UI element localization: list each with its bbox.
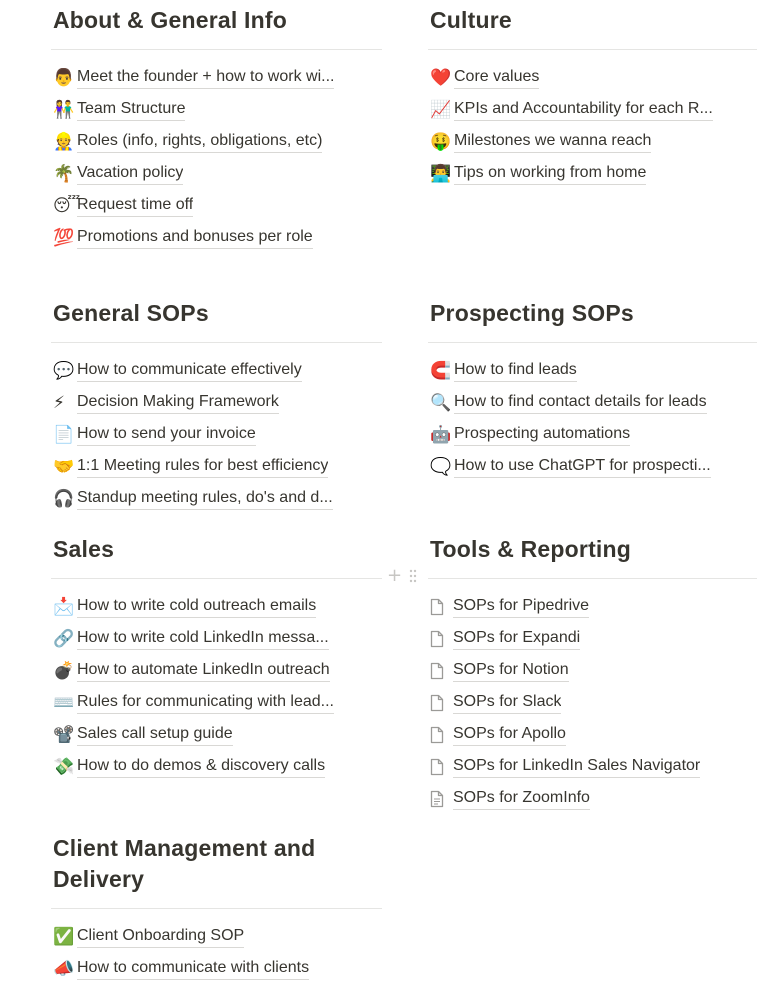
page-link[interactable] — [52, 126, 382, 158]
speech-balloon-emoji-icon: 🗨️ — [430, 457, 452, 476]
page-link-label[interactable]: How to write cold LinkedIn messa... — [77, 628, 329, 650]
page-link-label[interactable]: SOPs for Apollo — [453, 724, 566, 746]
link-list-about — [52, 62, 382, 254]
check-mark-emoji-icon: ✅ — [53, 927, 75, 946]
page-icon — [429, 597, 453, 617]
divider — [428, 49, 757, 50]
link-list-tools — [429, 591, 759, 815]
page-link[interactable] — [429, 387, 759, 419]
section-tools-reporting — [429, 534, 759, 815]
page-icon — [429, 661, 453, 681]
page-link-label[interactable]: Roles (info, rights, obligations, etc) — [77, 131, 322, 153]
page-link-label[interactable]: Milestones we wanna reach — [454, 131, 651, 153]
page-link-label[interactable]: How to automate LinkedIn outreach — [77, 660, 330, 682]
chart-increasing-emoji-icon: 📈 — [430, 100, 452, 119]
page-link-label[interactable]: Team Structure — [77, 99, 185, 121]
page-link-label[interactable]: SOPs for LinkedIn Sales Navigator — [453, 756, 700, 778]
page-link[interactable] — [429, 451, 759, 483]
page-link-label[interactable]: How to use ChatGPT for prospecti... — [454, 456, 711, 478]
speech-bubble-emoji-icon: 💬 — [53, 361, 75, 380]
page-link-label[interactable]: How to do demos & discovery calls — [77, 756, 325, 778]
section-title-culture: Culture — [430, 7, 512, 33]
page-link-label[interactable]: How to communicate effectively — [77, 360, 302, 382]
page-link-label[interactable]: Vacation policy — [77, 163, 183, 185]
link-emoji-icon: 🔗 — [53, 629, 75, 648]
page-link[interactable] — [52, 953, 382, 985]
section-title-about: About & General Info — [53, 7, 287, 33]
page-link[interactable] — [52, 751, 382, 783]
page-link-label[interactable]: SOPs for Pipedrive — [453, 596, 589, 618]
page-link[interactable] — [52, 222, 382, 254]
page-link[interactable] — [429, 355, 759, 387]
heart-emoji-icon: ❤️ — [430, 68, 452, 87]
page-link[interactable] — [52, 94, 382, 126]
section-sales — [52, 534, 382, 783]
page-link[interactable] — [429, 687, 759, 719]
page-link[interactable] — [429, 158, 759, 190]
section-title-prospecting-sops: Prospecting SOPs — [430, 300, 634, 326]
sleeping-face-emoji-icon: 😴 — [53, 196, 81, 215]
page-link[interactable] — [52, 655, 382, 687]
page-link-label[interactable]: 1:1 Meeting rules for best efficiency — [77, 456, 328, 478]
section-prospecting-sops — [429, 298, 759, 483]
page-link[interactable] — [52, 591, 382, 623]
section-culture — [429, 5, 759, 190]
section-title-client-management: Client Management and Delivery — [53, 835, 316, 892]
page-link-label[interactable]: How to send your invoice — [77, 424, 256, 446]
page-link-label[interactable]: Sales call setup guide — [77, 724, 233, 746]
page-link[interactable] — [52, 687, 382, 719]
section-title-general-sops: General SOPs — [53, 300, 209, 326]
link-list-prospecting-sops — [429, 355, 759, 483]
page-link[interactable] — [429, 751, 759, 783]
page-link-label[interactable]: Tips on working from home — [454, 163, 646, 185]
divider — [51, 908, 382, 909]
headphones-emoji-icon: 🎧 — [53, 489, 75, 508]
page-link-label[interactable]: Prospecting automations — [454, 424, 630, 446]
section-title-tools-reporting: Tools & Reporting — [430, 536, 632, 562]
page-link[interactable] — [52, 623, 382, 655]
text-page-icon — [429, 789, 453, 809]
page-link[interactable] — [429, 719, 759, 751]
team-emoji-icon: 👫 — [53, 100, 75, 119]
page-link[interactable] — [429, 783, 759, 815]
page-link[interactable] — [52, 451, 382, 483]
page-link[interactable] — [429, 623, 759, 655]
magnifying-glass-emoji-icon: 🔍 — [430, 393, 452, 412]
page-link[interactable] — [52, 419, 382, 451]
page-link[interactable] — [429, 655, 759, 687]
page-link-label[interactable]: How to find leads — [454, 360, 577, 382]
page-link[interactable] — [52, 158, 382, 190]
page-icon — [429, 629, 453, 649]
page-link[interactable] — [429, 94, 759, 126]
page-link[interactable] — [429, 62, 759, 94]
page-link[interactable] — [429, 419, 759, 451]
page-link-label[interactable]: How to write cold outreach emails — [77, 596, 316, 618]
page-link-label[interactable]: Promotions and bonuses per role — [77, 227, 313, 249]
divider — [428, 578, 757, 579]
divider — [51, 49, 382, 50]
founder-emoji-icon: 👨 — [53, 68, 75, 87]
lightning-emoji-icon: ⚡ — [53, 393, 65, 412]
page-link[interactable] — [52, 190, 382, 222]
section-about — [52, 5, 382, 254]
plus-icon[interactable]: + — [387, 565, 403, 586]
money-wings-emoji-icon: 💸 — [53, 757, 75, 776]
page-link-label[interactable]: Request time off — [77, 195, 193, 217]
envelope-arrow-emoji-icon: 📩 — [53, 597, 75, 616]
drag-handle-icon[interactable] — [409, 569, 417, 583]
page-icon — [429, 757, 453, 777]
hundred-points-emoji-icon: 💯 — [53, 228, 75, 247]
palm-tree-emoji-icon: 🌴 — [53, 164, 75, 183]
page-link[interactable] — [52, 355, 382, 387]
page-link-label[interactable]: Standup meeting rules, do's and d... — [77, 488, 333, 510]
page-facing-up-emoji-icon: 📄 — [53, 425, 75, 444]
page-link-label[interactable]: SOPs for Slack — [453, 692, 561, 714]
page-link-label[interactable]: Decision Making Framework — [77, 392, 279, 414]
page-link[interactable] — [52, 719, 382, 751]
divider — [428, 342, 757, 343]
page-link[interactable] — [52, 483, 382, 515]
page-link[interactable] — [429, 591, 759, 623]
robot-emoji-icon: 🤖 — [430, 425, 452, 444]
section-general-sops — [52, 298, 382, 515]
divider — [51, 578, 382, 579]
page-link[interactable] — [52, 387, 382, 419]
section-title-sales: Sales — [53, 536, 115, 562]
page-link[interactable] — [429, 126, 759, 158]
page-link-label[interactable]: SOPs for Notion — [453, 660, 569, 682]
block-controls — [387, 565, 417, 586]
page-link-label[interactable]: SOPs for Expandi — [453, 628, 580, 650]
megaphone-emoji-icon: 📣 — [53, 959, 75, 978]
page-link-label[interactable]: SOPs for ZoomInfo — [453, 788, 590, 810]
link-list-general-sops — [52, 355, 382, 515]
page-icon — [429, 693, 453, 713]
technologist-emoji-icon: 👨‍💻 — [430, 164, 452, 183]
link-list-client — [52, 921, 382, 985]
keyboard-emoji-icon: ⌨️ — [53, 693, 75, 712]
page-link-label[interactable]: How to find contact details for leads — [454, 392, 707, 414]
film-projector-emoji-icon: 📽️ — [53, 725, 75, 744]
page-link[interactable] — [52, 921, 382, 953]
link-list-culture — [429, 62, 759, 190]
handshake-emoji-icon: 🤝 — [53, 457, 75, 476]
section-client-management — [52, 833, 382, 985]
bomb-emoji-icon: 💣 — [53, 661, 75, 680]
page-icon — [429, 725, 453, 745]
page-link-label[interactable]: Meet the founder + how to work wi... — [77, 67, 334, 89]
page-link-label[interactable]: How to communicate with clients — [77, 958, 309, 980]
link-list-sales — [52, 591, 382, 783]
money-face-emoji-icon: 🤑 — [430, 132, 452, 151]
divider — [51, 342, 382, 343]
worker-emoji-icon: 👷 — [53, 132, 75, 151]
page-link-label[interactable]: Client Onboarding SOP — [77, 926, 244, 948]
magnet-emoji-icon: 🧲 — [430, 361, 452, 380]
page-link[interactable] — [52, 62, 382, 94]
page-link-label[interactable]: KPIs and Accountability for each R... — [454, 99, 713, 121]
page-link-label[interactable]: Rules for communicating with lead... — [77, 692, 334, 714]
page-link-label[interactable]: Core values — [454, 67, 539, 89]
